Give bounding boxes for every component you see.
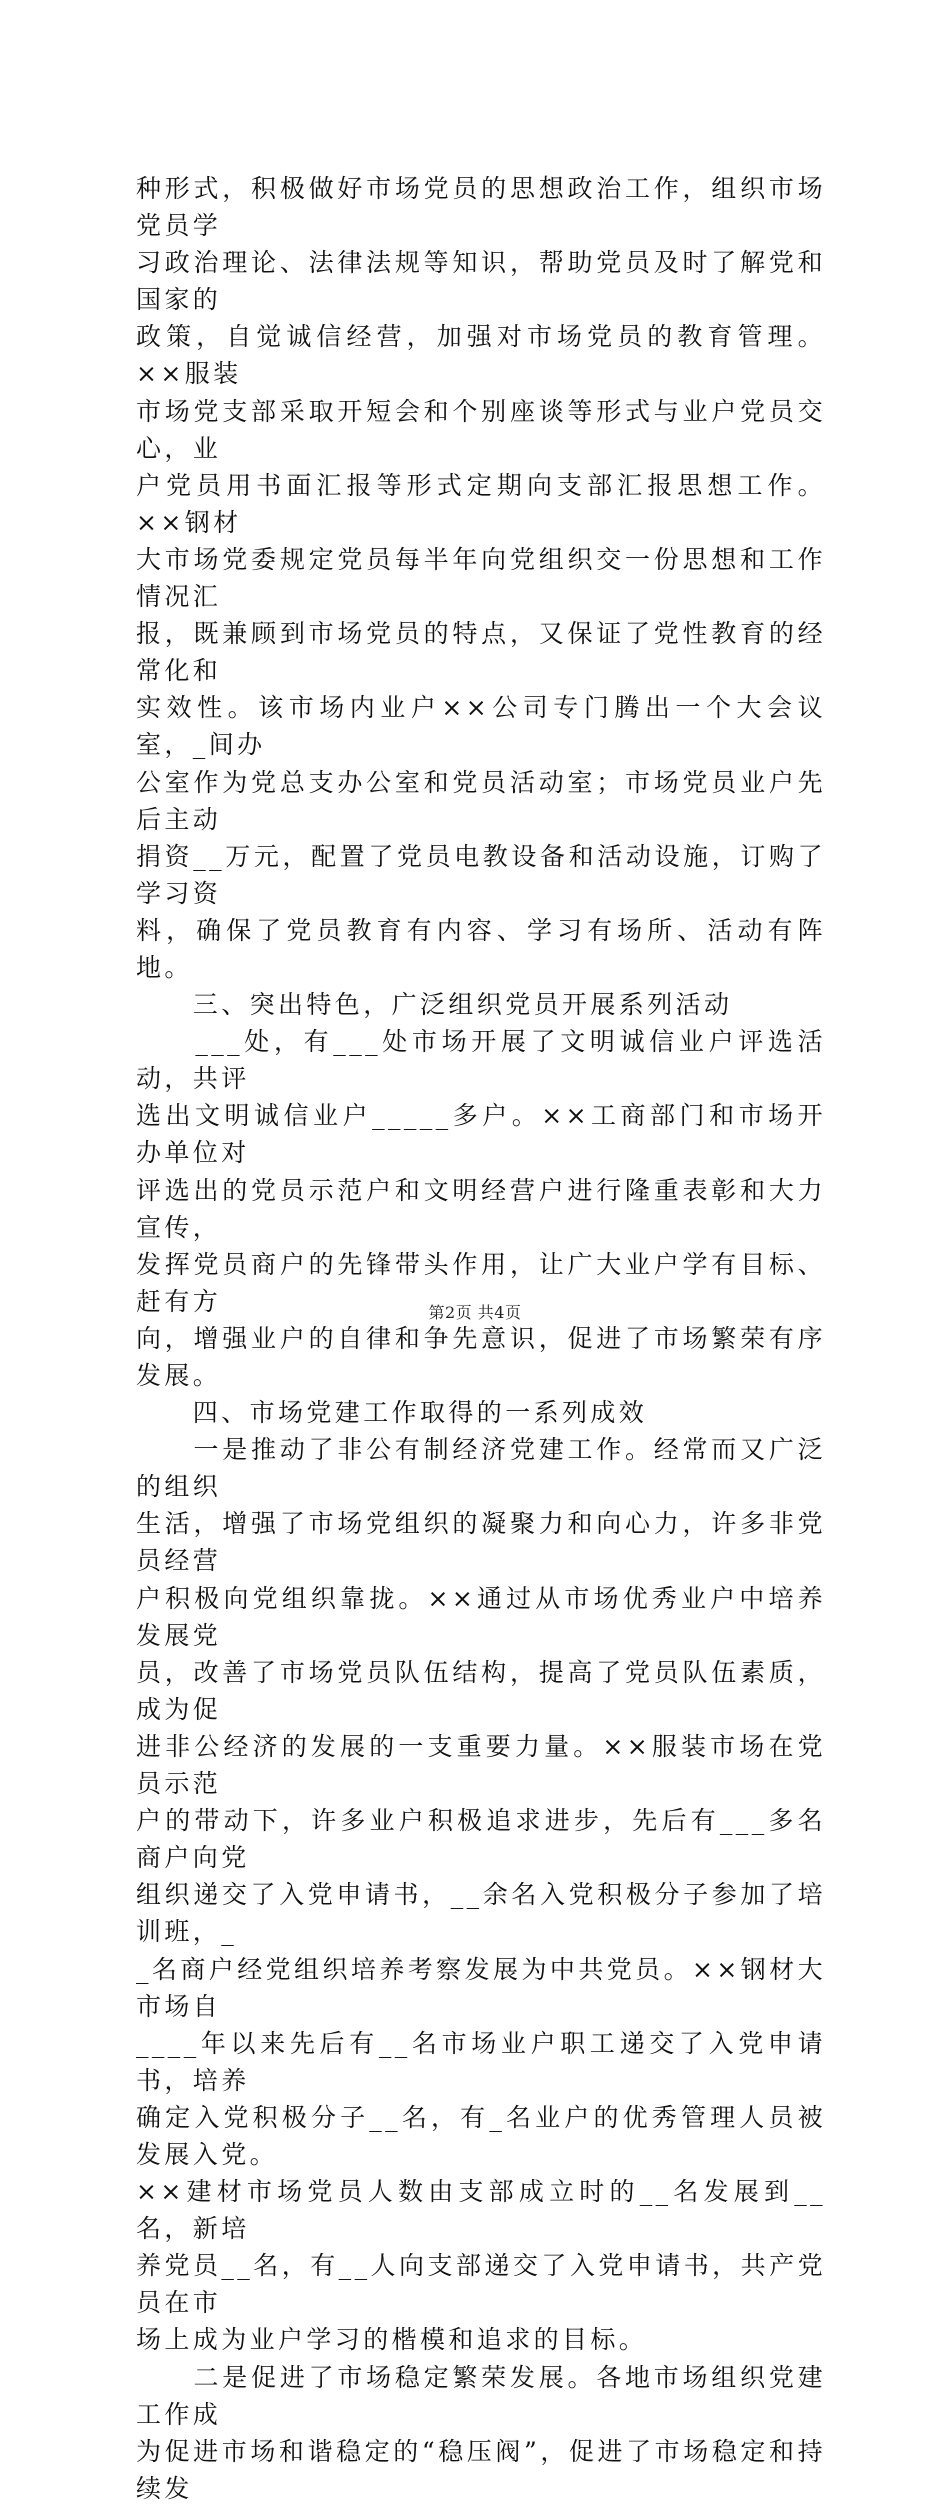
text-line: 公室作为党总支办公室和党员活动室；市场党员业户先后主动 — [136, 767, 826, 834]
text-line: 户积极向党组织靠拢。××通过从市场优秀业户中培养发展党 — [136, 1583, 826, 1650]
text-line: 二是促进了市场稳定繁荣发展。各地市场组织党建工作成 — [136, 2362, 826, 2429]
text-line: 习政治理论、法律法规等知识，帮助党员及时了解党和国家的 — [136, 248, 826, 315]
section-heading: 四、市场党建工作取得的一系列成效 — [136, 1398, 648, 1428]
page-number-footer: 第2页 共4页 — [428, 1303, 522, 1322]
text-line: 料，确保了党员教育有内容、学习有场所、活动有阵地。 — [136, 915, 826, 982]
section-heading: 三、突出特色，广泛组织党员开展系列活动 — [136, 990, 733, 1020]
text-line: 户党员用书面汇报等形式定期向支部汇报思想工作。××钢材 — [136, 470, 826, 537]
text-line: 选出文明诚信业户_____多户。××工商部门和市场开办单位对 — [136, 1101, 826, 1168]
text-line: 大市场党委规定党员每半年向党组织交一份思想和工作情况汇 — [136, 544, 826, 612]
text-line: 发挥党员商户的先锋带头作用，让广大业户学有目标、赶有方 — [136, 1249, 826, 1316]
document-body — [136, 170, 826, 2507]
text-line: _名商户经党组织培养考察发展为中共党员。××钢材大市场自 — [136, 1954, 826, 2021]
text-line: 确定入党积极分子__名，有_名业户的优秀管理人员被发展入党。 — [136, 2102, 826, 2169]
text-line: 场上成为业户学习的楷模和追求的目标。 — [136, 2325, 648, 2355]
text-line: 政策，自觉诚信经营，加强对市场党员的教育管理。××服装 — [136, 322, 826, 389]
text-line: 员，改善了市场党员队伍结构，提高了党员队伍素质，成为促 — [136, 1657, 826, 1724]
text-line: 进非公经济的发展的一支重要力量。××服装市场在党员示范 — [136, 1731, 826, 1799]
text-line: ××建材市场党员人数由支部成立时的__名发展到__名，新培 — [136, 2177, 826, 2244]
text-line: 评选出的党员示范户和文明经营户进行隆重表彰和大力宣传， — [136, 1175, 826, 1242]
text-line: 养党员__名，有__人向支部递交了入党申请书，共产党员在市 — [136, 2251, 826, 2318]
text-line: 组织递交了入党申请书，__余名入党积极分子参加了培训班，_ — [136, 1880, 826, 1947]
text-line: 种形式，积极做好市场党员的思想政治工作，组织市场党员学 — [136, 174, 826, 241]
text-line: 户的带动下，许多业户积极追求进步，先后有___多名商户向党 — [136, 1806, 826, 1873]
text-line: 报，既兼顾到市场党员的特点，又保证了党性教育的经常化和 — [136, 619, 826, 686]
text-line: 实效性。该市场内业户××公司专门腾出一个大会议室，_间办 — [136, 693, 826, 760]
text-line: 向，增强业户的自律和争先意识，促进了市场繁荣有序发展。 — [136, 1323, 826, 1390]
text-line: 生活，增强了市场党组织的凝聚力和向心力，许多非党员经营 — [136, 1509, 826, 1576]
text-line: ___处，有___处市场开展了文明诚信业户评选活动，共评 — [136, 1027, 826, 1094]
text-line: 市场党支部采取开短会和个别座谈等形式与业户党员交心，业 — [136, 396, 826, 463]
text-line: ____年以来先后有__名市场业户职工递交了入党申请书，培养 — [136, 2028, 826, 2095]
text-line: 为促进市场和谐稳定的“稳压阀”，促进了市场稳定和持续发 — [136, 2436, 826, 2503]
text-line: 捐资__万元，配置了党员电教设备和活动设施，订购了学习资 — [136, 841, 826, 908]
text-line: 一是推动了非公有制经济党建工作。经常而又广泛的组织 — [136, 1435, 826, 1502]
